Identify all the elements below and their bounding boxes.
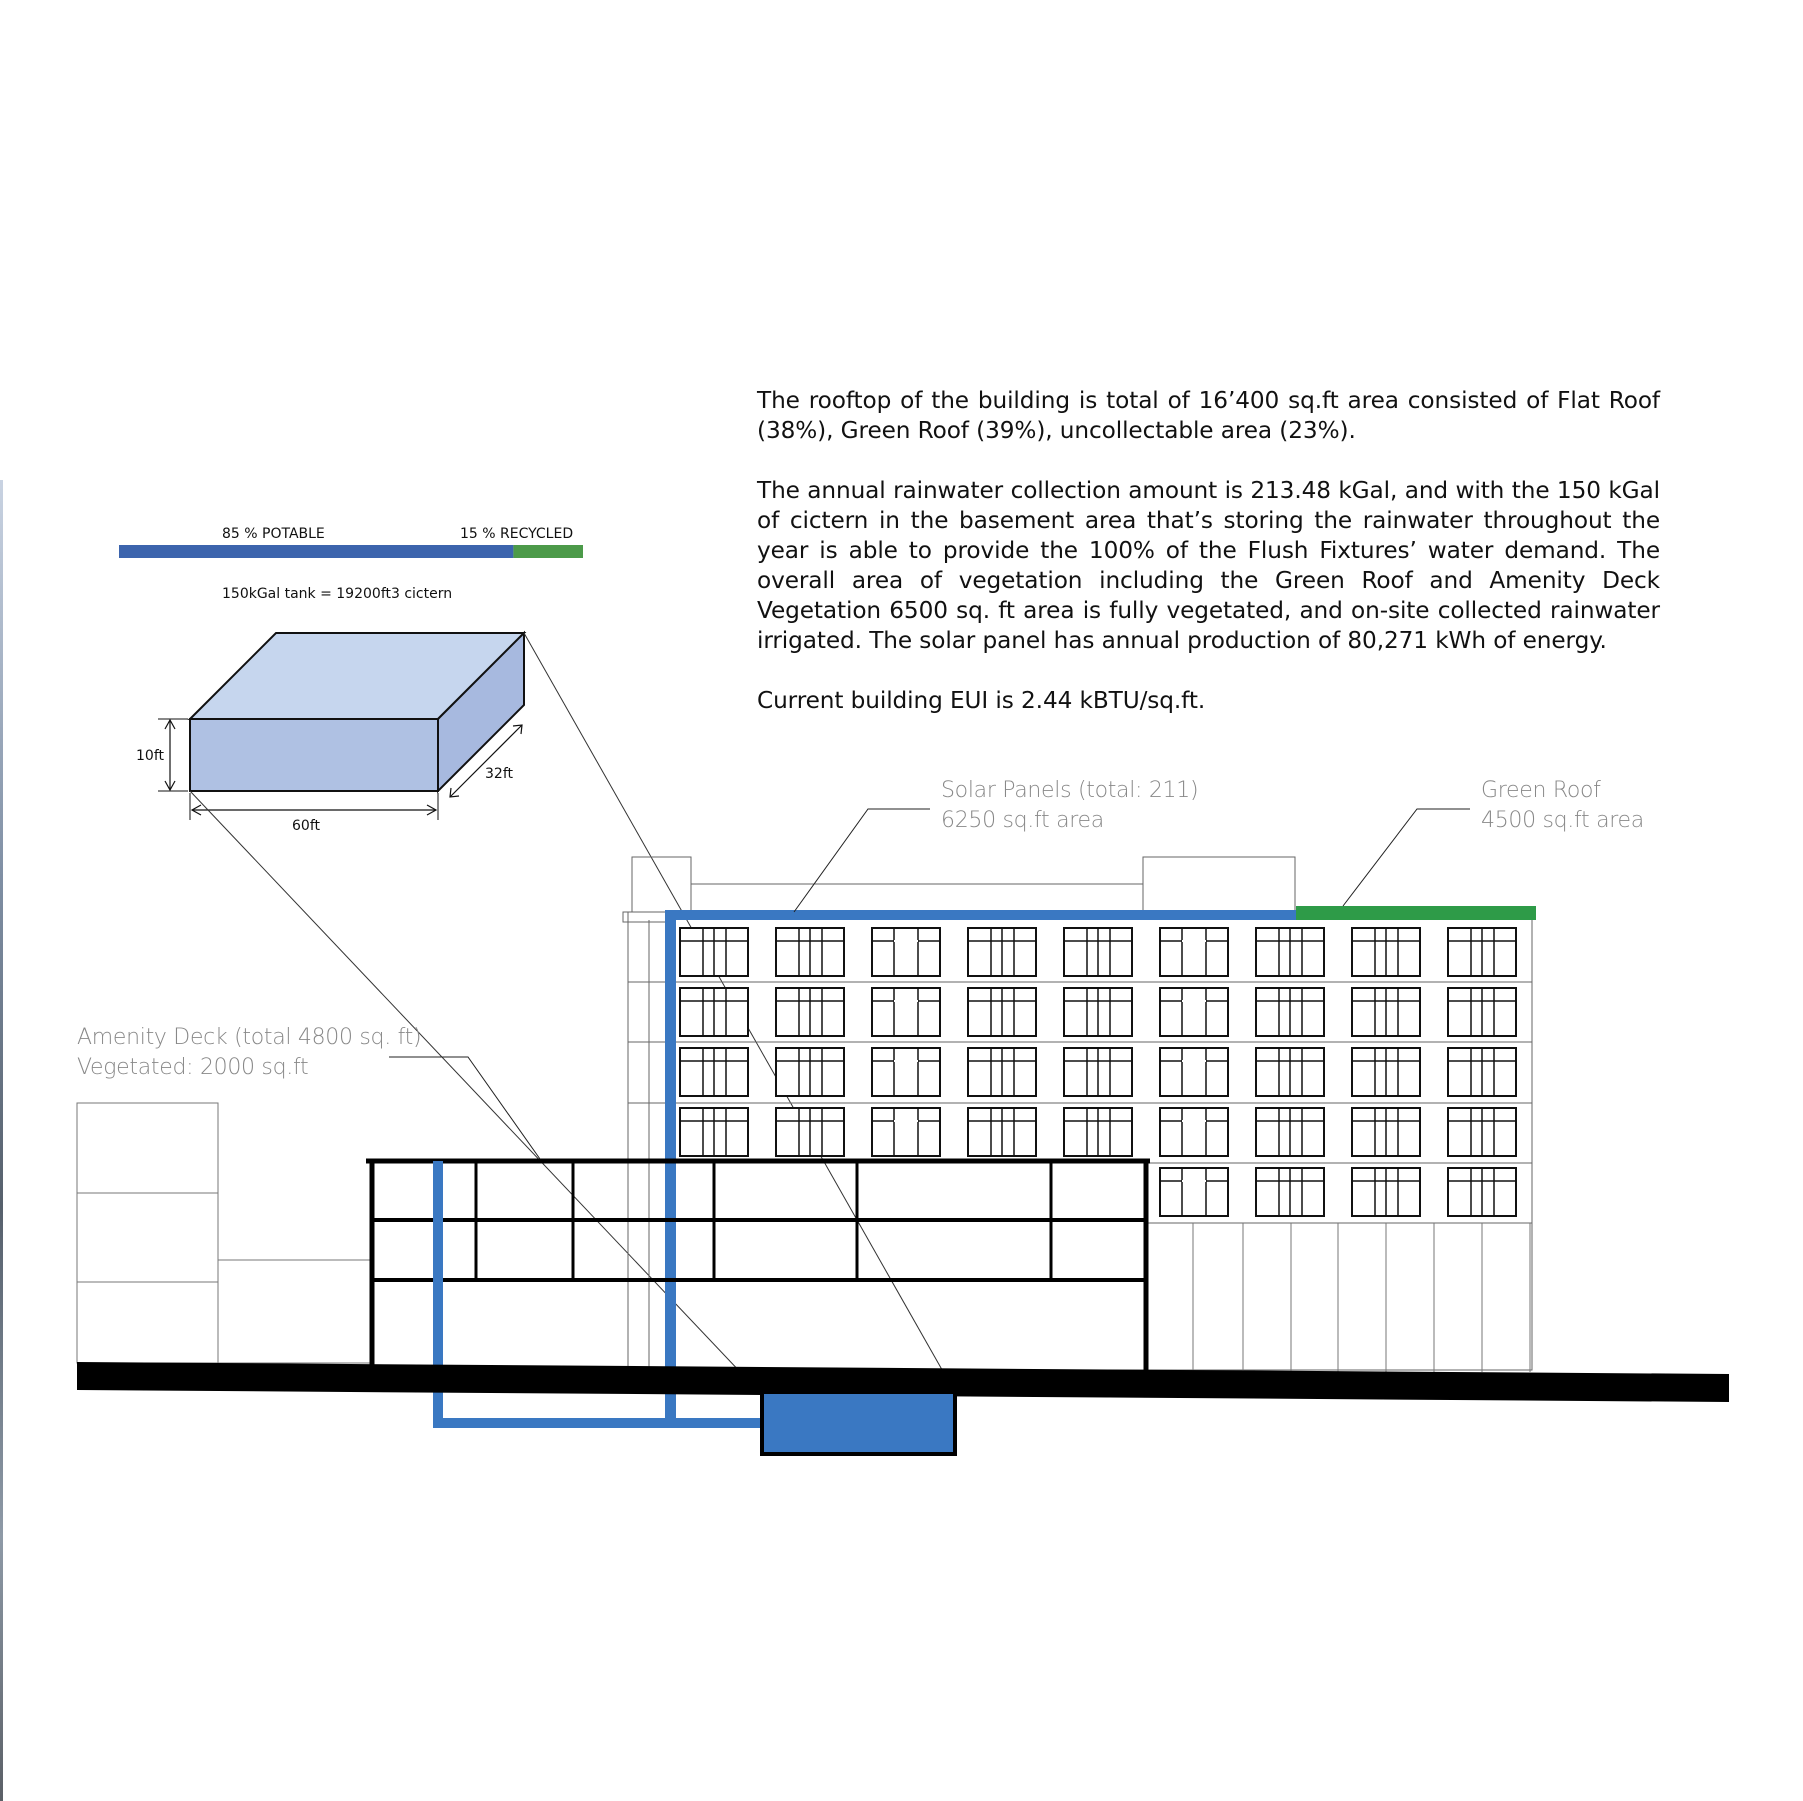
window [1160,1108,1228,1156]
description-paragraph-rooftop: The rooftop of the building is total of 16’400 sq.ft area consisted of Flat Roof (38%), Green Roof (39%), uncollectable area (23%). [757,387,1660,444]
solar-array-housing [691,884,1143,912]
tank-depth-label: 32ft [485,766,513,782]
window [872,1108,940,1156]
tank-caption: 150kGal tank = 19200ft3 cictern [222,586,453,602]
ground-floor-columns [1193,1223,1530,1372]
roof-parapet [623,912,670,922]
basement-cistern [762,1392,955,1454]
amenity-deck-callout-title: Amenity Deck (total 4800 sq. ft) [77,1025,422,1050]
facade-windows [680,928,1516,1216]
window [872,1048,940,1096]
description-paragraph-eui: Current building EUI is 2.44 kBTU/sq.ft. [757,687,1206,714]
tank-height-label: 10ft [136,748,164,764]
green-roof-stripe [1296,906,1536,920]
water-split-bar [119,526,583,558]
description-paragraph-rainwater: The annual rainwater collection amount is 213.48 kGal, and with the 150 kGal of cictern in the basement area that’s storing the rainwater throughout the year is able to provide the 100% of the Flush Fixtures’ water demand. The overall area of vegetation including the Green Roof and Amenity Deck Vegetation 6500 sq. ft area is fully vegetated, and on-site collected rainwater irrigated. The solar panel has annual production of 80,271 kWh of energy. [757,477,1660,654]
recycled-label: 15 % RECYCLED [460,526,574,542]
tank-front-face [190,719,438,791]
window [1160,1048,1228,1096]
solar-panels-callout-area: 6250 sq.ft area [941,808,1104,833]
solar-panels-callout-title: Solar Panels (total: 211) [941,778,1199,803]
green-roof-callout-leader [1343,809,1470,906]
green-roof-callout-area: 4500 sq.ft area [1481,808,1644,833]
collectable-roof-stripe [665,910,1296,920]
green-roof-callout [1481,776,1644,836]
window [1160,928,1228,976]
window [1160,988,1228,1036]
amenity-deck-callout-vegetated: Vegetated: 2000 sq.ft [77,1055,309,1080]
solar-panels-callout [941,776,1198,836]
window [872,928,940,976]
green-roof-callout-title: Green Roof [1481,778,1601,803]
neighbour-tower [77,1103,218,1363]
projection-line-left [190,791,762,1395]
tank-width-label: 60ft [292,818,320,834]
solar-callout-leader [794,809,930,912]
potable-bar-segment [119,545,513,558]
underground-pipe [433,1418,763,1428]
amenity-deck-callout [77,1023,421,1083]
podium-structure [366,1159,1150,1372]
neighbour-annex [218,1260,370,1363]
window [1160,1168,1228,1216]
main-downpipe [665,910,676,1421]
mechanical-penthouse [1143,857,1295,912]
potable-label: 85 % POTABLE [222,526,325,542]
window [872,988,940,1036]
cistern-tank-diagram [136,586,524,834]
stair-penthouse [632,857,691,912]
left-neighbour-building [77,1103,370,1363]
recycled-bar-segment [513,545,583,558]
